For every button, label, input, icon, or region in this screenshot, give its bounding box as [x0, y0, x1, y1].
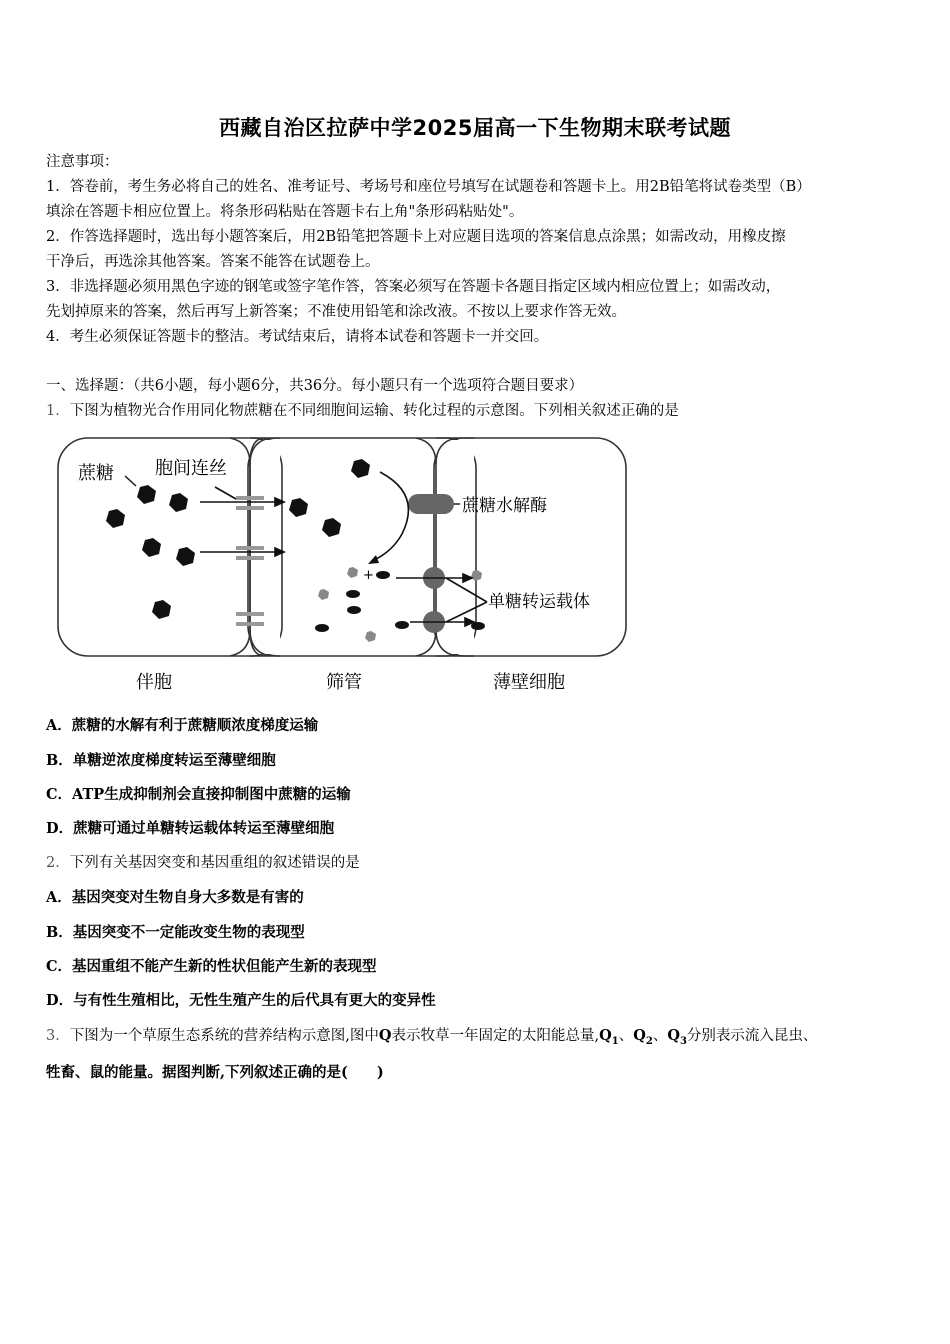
label-companion-cell: 伴胞: [136, 672, 172, 693]
question-text: 分别表示流入昆虫、: [686, 1028, 818, 1044]
notice-line: 填涂在答题卡相应位置上。将条形码粘贴在答题卡右上角"条形码粘贴处"。: [46, 204, 524, 220]
question-3-stem: [46, 1026, 817, 1052]
page-title: 西藏自治区拉萨中学2025届高一下生物期末联考试题: [219, 116, 731, 140]
q2-option-b[interactable]: B．基因突变不一定能改变生物的表现型: [46, 924, 305, 941]
plus-sign: +: [363, 568, 374, 583]
notice-line: 先划掉原来的答案，然后再写上新答案；不准使用铅笔和涂改液。不按以上要求作答无效。: [46, 304, 626, 320]
sucrose-transport-diagram: [50, 434, 640, 700]
symbol-q1: $Q_1$: [599, 1027, 619, 1047]
notice-line: 干净后，再选涂其他答案。答案不能答在试题卷上。: [46, 254, 380, 270]
question-3-stem-line2: 牲畜、鼠的能量。据图判断,下列叙述正确的是( ): [46, 1064, 384, 1081]
question-text: 下列有关基因突变和基因重组的叙述错误的是: [69, 855, 360, 871]
q2-option-c[interactable]: C．基因重组不能产生新的性状但能产生新的表现型: [46, 958, 377, 975]
label-sucrose-hydrolase: 蔗糖水解酶: [462, 496, 547, 516]
question-text: 表示牧草一年固定的太阳能总量,: [391, 1028, 600, 1044]
question-text: 下图为一个草原生态系统的营养结构示意图,图中: [69, 1028, 379, 1044]
notice-line: 4．考生必须保证答题卡的整洁。考试结束后，请将本试卷和答题卡一并交回。: [46, 329, 549, 345]
symbol-q: Q: [378, 1027, 392, 1044]
notice-heading: 注意事项：: [46, 154, 119, 170]
question-number: 3．: [46, 1028, 70, 1044]
sucrose-pointer: [125, 476, 136, 486]
symbol-q2: $Q_2$: [633, 1027, 653, 1047]
label-plasmodesmata: 胞间连丝: [155, 458, 227, 479]
question-2-stem: [46, 853, 360, 873]
sucrose-molecule: [106, 459, 370, 619]
q1-option-c[interactable]: C．ATP生成抑制剂会直接抑制图中蔗糖的运输: [46, 786, 351, 803]
question-text: 下图为植物光合作用同化物蔗糖在不同细胞间运输、转化过程的示意图。下列相关叙述正确的是: [69, 403, 679, 419]
q2-option-d[interactable]: D．与有性生殖相比，无性生殖产生的后代具有更大的变异性: [46, 992, 436, 1009]
question-number: 1．: [46, 403, 70, 419]
q1-option-b[interactable]: B．单糖逆浓度梯度转运至薄壁细胞: [46, 752, 276, 769]
q1-option-d[interactable]: D．蔗糖可通过单糖转运载体转运至薄壁细胞: [46, 820, 335, 837]
q1-option-a[interactable]: A．蔗糖的水解有利于蔗糖顺浓度梯度运输: [46, 717, 319, 734]
hydrolysis-arrow: [372, 472, 408, 561]
question-number: 2．: [46, 855, 70, 871]
notice-line: 2．作答选择题时，选出每小题答案后，用2B铅笔把答题卡上对应题目选项的答案信息点涂黑；如需改动，用橡皮擦: [46, 229, 786, 245]
label-parenchyma-cell: 薄壁细胞: [493, 672, 565, 693]
sucrose-hydrolase: [408, 494, 454, 514]
separator: 、: [652, 1028, 668, 1044]
label-sieve-tube: 筛管: [326, 672, 362, 693]
separator: 、: [618, 1028, 634, 1044]
symbol-q3: $Q_3$: [667, 1027, 687, 1047]
q2-option-a[interactable]: A．基因突变对生物自身大多数是有害的: [46, 889, 304, 906]
section-heading: 一、选择题：（共6小题，每小题6分，共36分。每小题只有一个选项符合题目要求）: [46, 378, 584, 394]
label-sucrose: 蔗糖: [78, 463, 114, 484]
notice-line: 1．答卷前，考生务必将自己的姓名、准考证号、考场号和座位号填写在试题卷和答题卡上。用2B铅笔将试卷类型（B）: [46, 179, 811, 195]
label-monosaccharide-carrier: 单糖转运载体: [488, 592, 590, 612]
question-1-stem: [46, 401, 679, 421]
notice-line: 3．非选择题必须用黑色字迹的钢笔或签字笔作答，答案必须写在答题卡各题目指定区域内相应位置上；如需改动，: [46, 279, 781, 295]
